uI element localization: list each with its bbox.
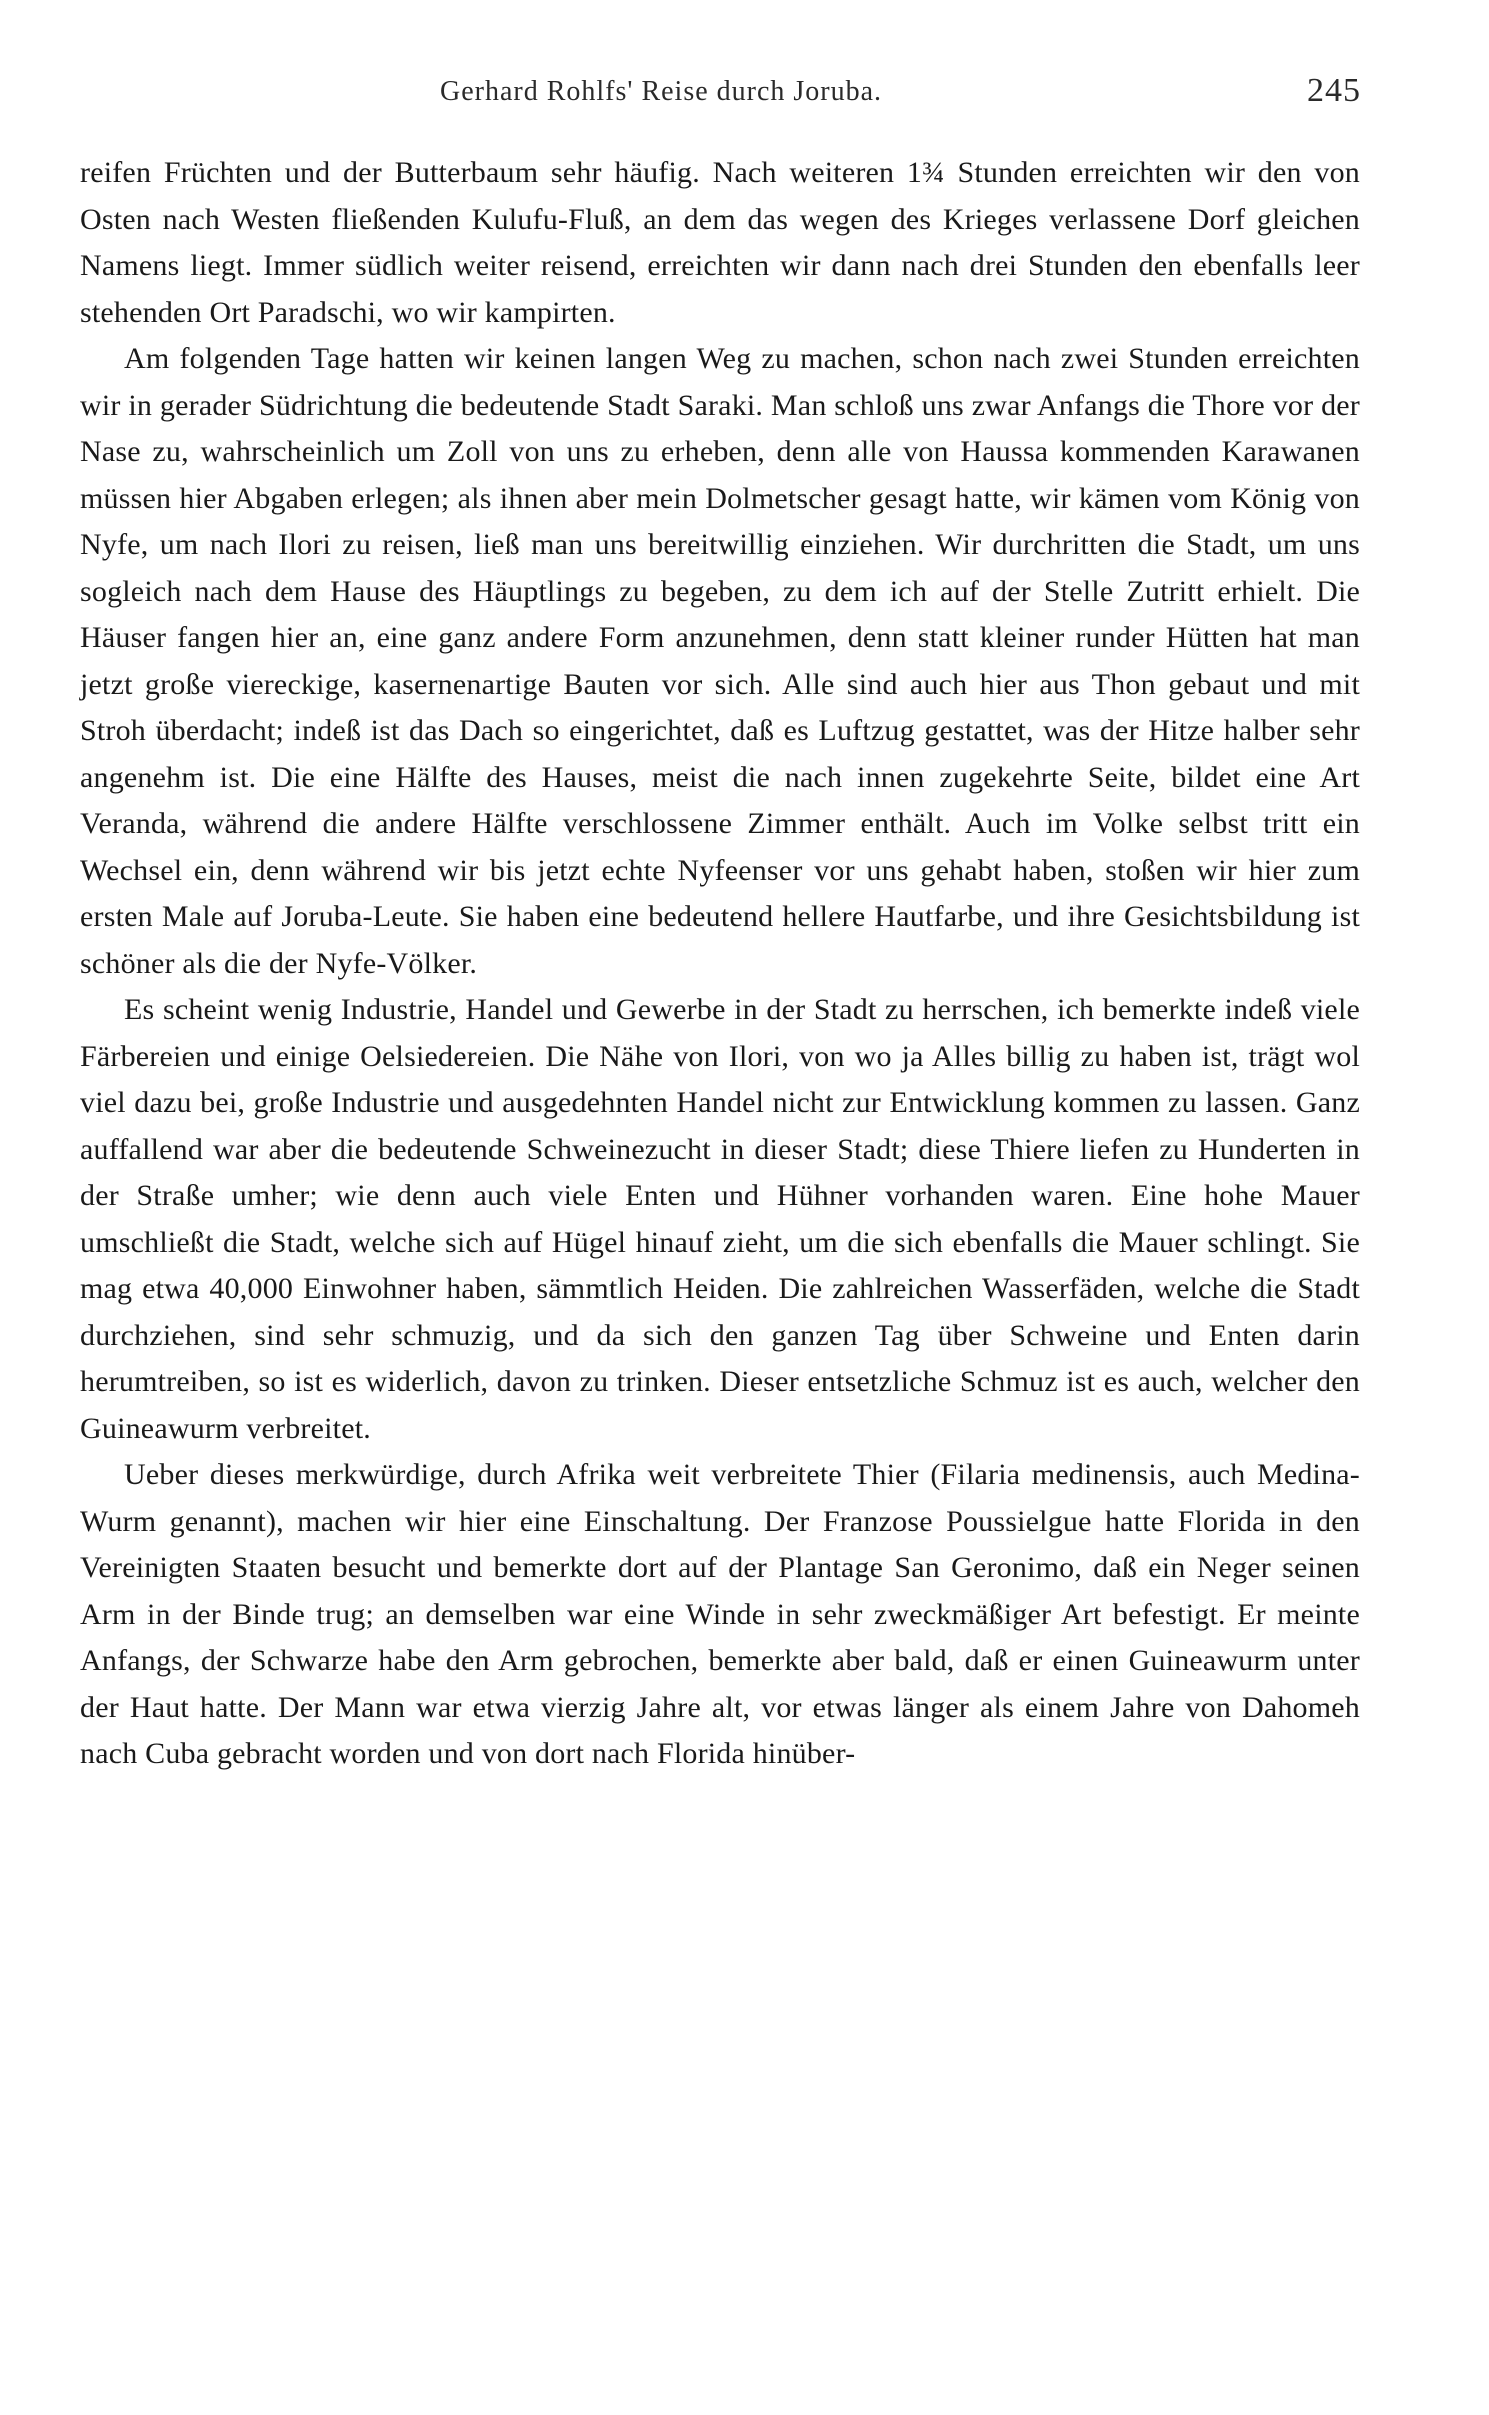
paragraph-3: Es scheint wenig Industrie, Handel und Gewerbe in der Stadt zu herrschen, ich bemerkte indeß viele Färbereien und einige Oelsiedereien. Die Nähe von Ilori, von wo ja Alles billig zu haben ist, trägt wol viel dazu bei, große Industrie und ausgedehnten Handel nicht zur Entwicklung kommen zu lassen. Ganz auffallend war aber die bedeutende Schweinezucht in dieser Stadt; diese Thiere liefen zu Hunderten in der Straße umher; wie denn auch viele Enten und Hühner vorhanden waren. Eine hohe Mauer umschließt die Stadt, welche sich auf Hügel hinauf zieht, um die sich ebenfalls die Mauer schlingt. Sie mag etwa 40,000 Einwohner haben, sämmtlich Heiden. Die zahlreichen Wasserfäden, welche die Stadt durchziehen, sind sehr schmuzig, und da sich den ganzen Tag über Schweine und Enten darin herumtreiben, so ist es widerlich, davon zu trinken. Dieser entsetzliche Schmuz ist es auch, welcher den Guineawurm verbreitet. — [80, 993, 1360, 1445]
book-page — [80, 72, 1361, 1778]
paragraph-2: Am folgenden Tage hatten wir keinen langen Weg zu machen, schon nach zwei Stunden erreichten wir in gerader Südrichtung die bedeutende Stadt Saraki. Man schloß uns zwar Anfangs die Thore vor der Nase zu, wahrscheinlich um Zoll von uns zu erheben, denn alle von Haussa kommenden Karawanen müssen hier Abgaben erlegen; als ihnen aber mein Dolmetscher gesagt hatte, wir kämen vom König von Nyfe, um nach Ilori zu reisen, ließ man uns bereitwillig einziehen. Wir durchritten die Stadt, um uns sogleich nach dem Hause des Häuptlings zu begeben, zu dem ich auf der Stelle Zutritt erhielt. Die Häuser fangen hier an, eine ganz andere Form anzunehmen, denn statt kleiner runder Hütten hat man jetzt große viereckige, kasernenartige Bauten vor sich. Alle sind auch hier aus Thon gebaut und mit Stroh überdacht; indeß ist das Dach so eingerichtet, daß es Luftzug gestattet, was der Hitze halber sehr angenehm ist. Die eine Hälfte des Hauses, meist die nach innen zugekehrte Seite, bildet eine Art Veranda, während die andere Hälfte verschlossene Zimmer enthält. Auch im Volke selbst tritt ein Wechsel ein, denn während wir bis jetzt echte Nyfeenser vor uns gehabt haben, stoßen wir hier zum ersten Male auf Joruba-Leute. Sie haben eine bedeutend hellere Hautfarbe, und ihre Gesichtsbildung ist schöner als die der Nyfe-Völker. — [80, 342, 1360, 980]
paragraph-4: Ueber dieses merkwürdige, durch Afrika weit verbreitete Thier (Filaria medinensis, auch Medina-Wurm genannt), machen wir hier eine Einschaltung. Der Franzose Poussielgue hatte Florida in den Vereinigten Staaten besucht und bemerkte dort auf der Plantage San Geronimo, daß ein Neger seinen Arm in der Binde trug; an demselben war eine Winde in sehr zweckmäßiger Art befestigt. Er meinte Anfangs, der Schwarze habe den Arm gebrochen, bemerkte aber bald, daß er einen Guineawurm unter der Haut hatte. Der Mann war etwa vierzig Jahre alt, vor etwas länger als einem Jahre von Dahomeh nach Cuba gebracht worden und von dort nach Florida hinüber- — [80, 1458, 1360, 1770]
paragraph-1: reifen Früchten und der Butterbaum sehr häufig. Nach weiteren 1¾ Stunden erreichten wir den von Osten nach Westen fließenden Kulufu-Fluß, an dem das wegen des Krieges verlassene Dorf gleichen Namens liegt. Immer südlich weiter reisend, erreichten wir dann nach drei Stunden den ebenfalls leer stehenden Ort Paradschi, wo wir kampirten. — [80, 156, 1360, 329]
page-number: 245 — [1307, 72, 1361, 109]
running-title: Gerhard Rohlfs' Reise durch Joruba. — [440, 76, 883, 107]
body-text — [80, 150, 1360, 1778]
running-head — [80, 72, 1361, 122]
